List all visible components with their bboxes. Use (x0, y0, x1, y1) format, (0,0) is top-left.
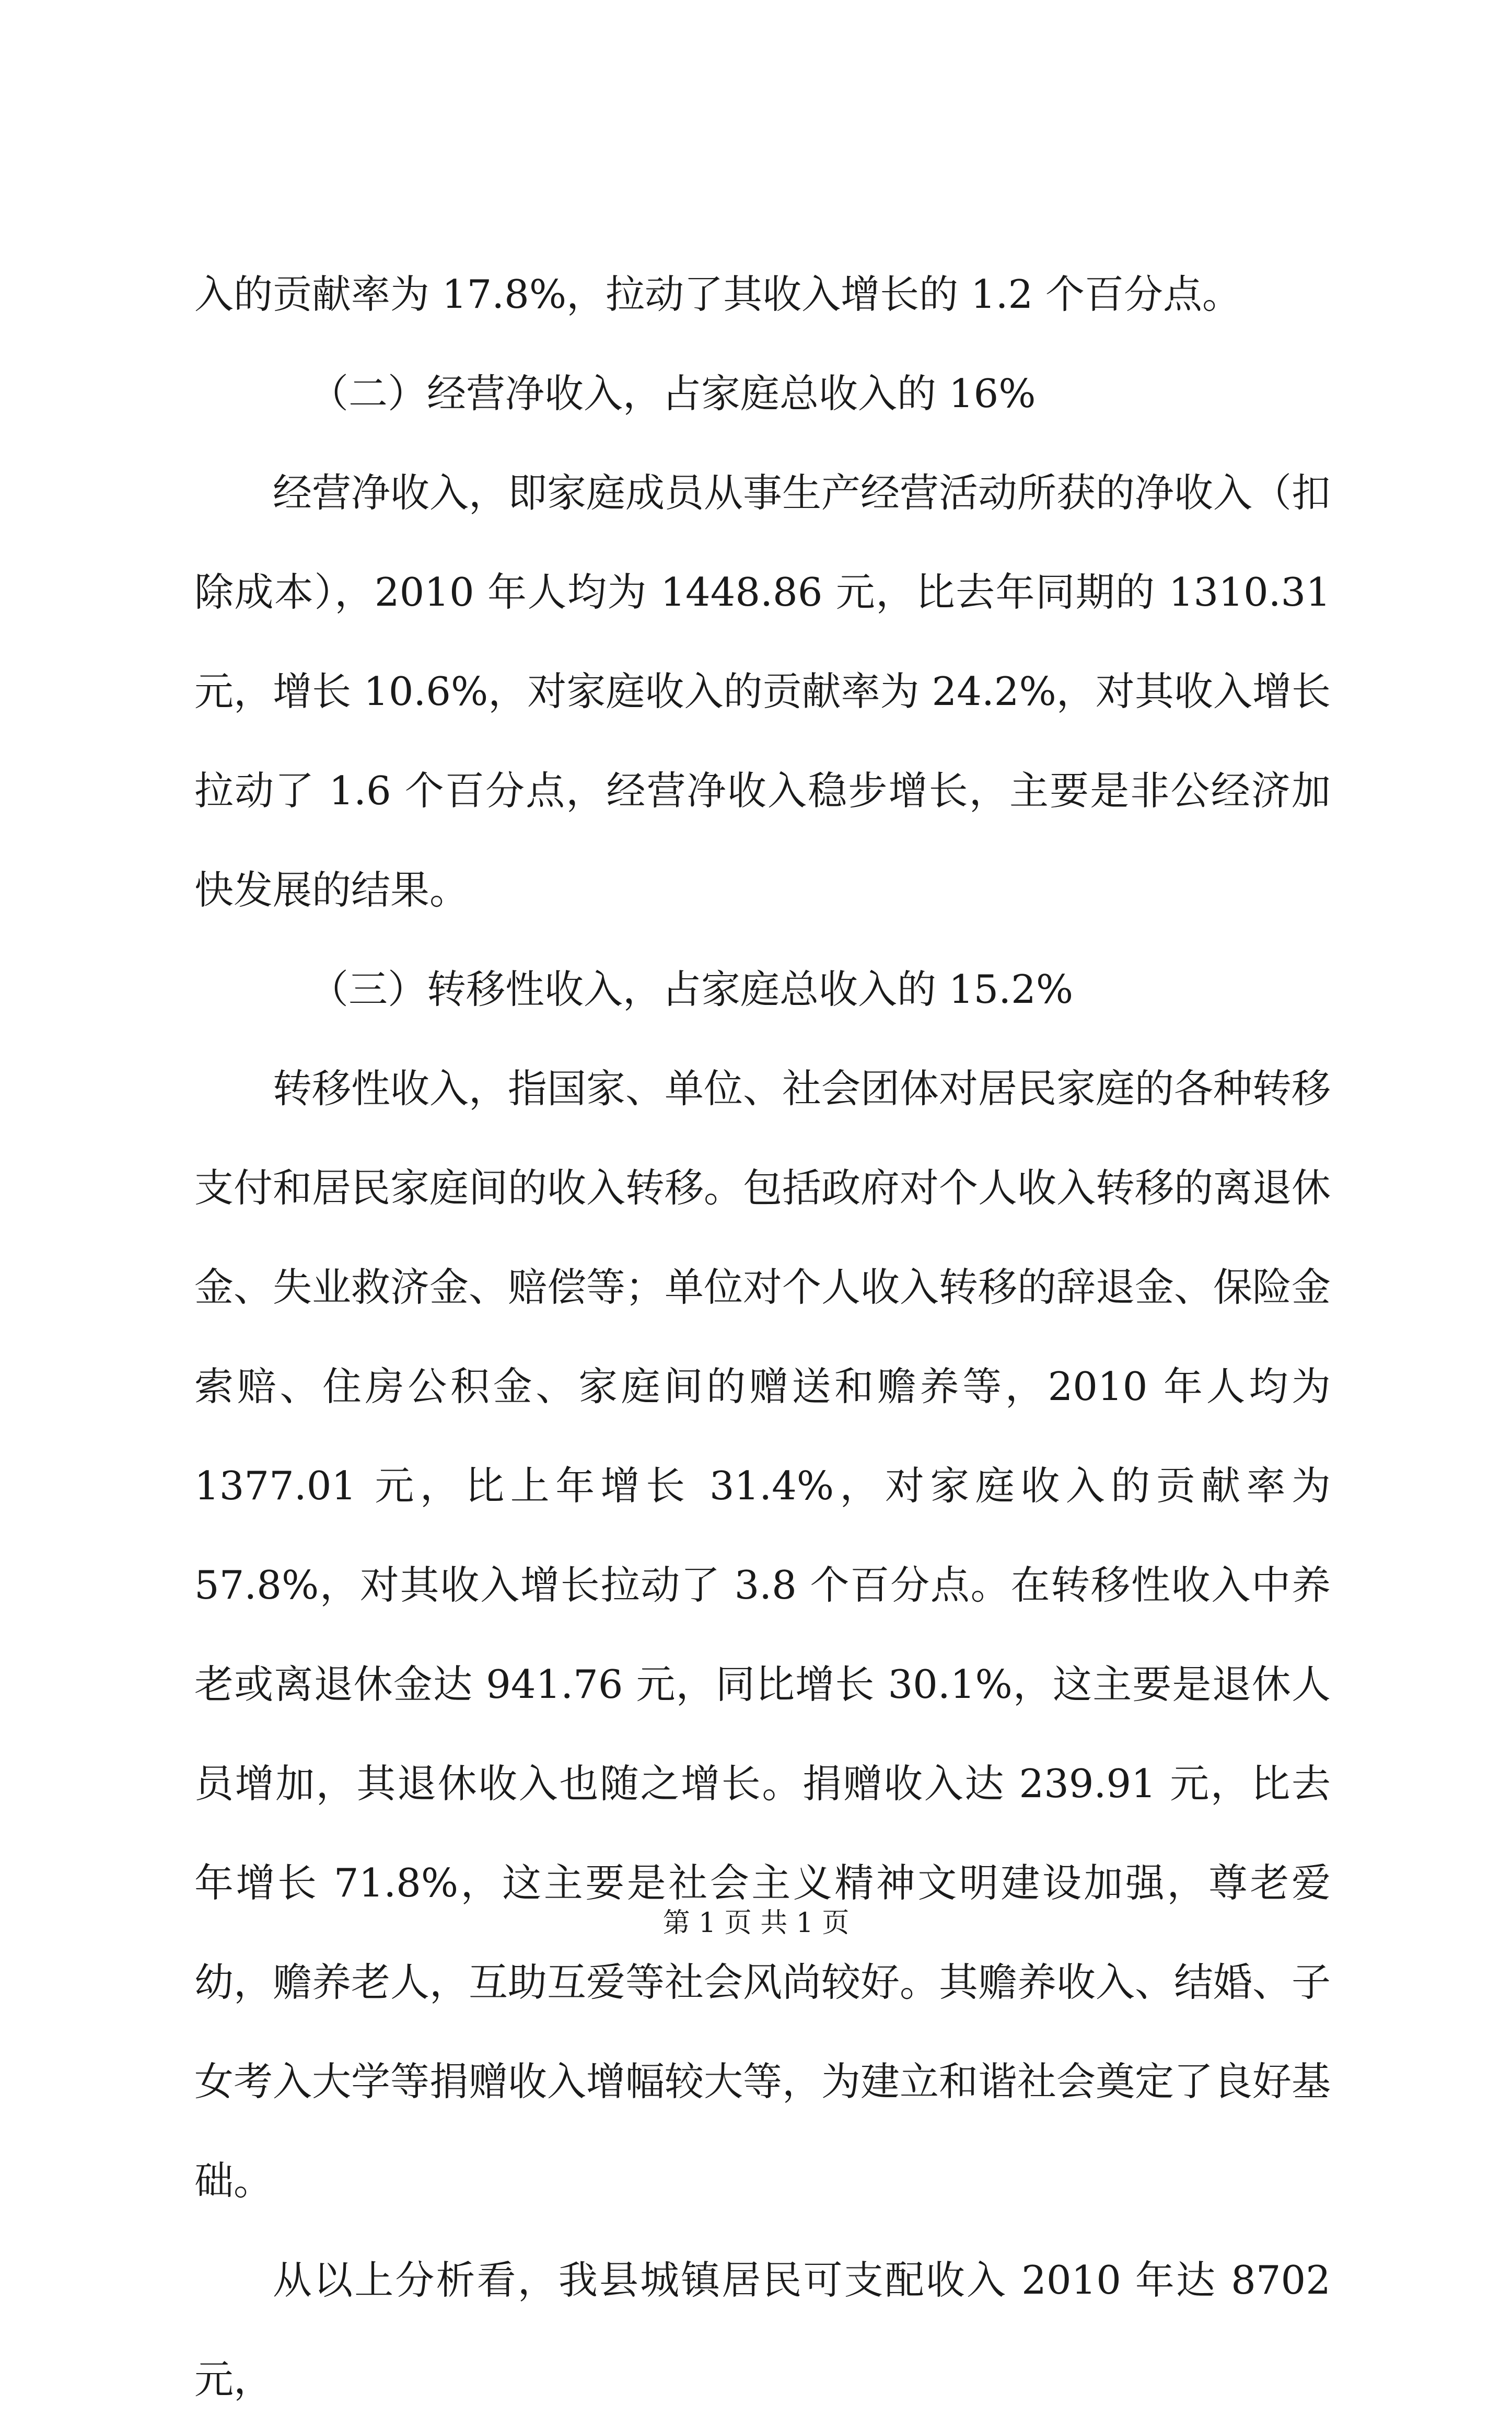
paragraph-business-income: 经营净收入，即家庭成员从事生产经营活动所获的净收入（扣除成本），2010 年人均为 1448.86 元，比去年同期的 1310.31 元，增长 10.6%，对家庭收入的贡献率为 24.2%，对其收入增长拉动了 1.6 个百分点，经营净收入稳步增长，主要是非公经济加快发展的结果。 (194, 470, 1331, 913)
document-body (194, 245, 1331, 2429)
paragraph-continuation: 入的贡献率为 17.8%，拉动了其收入增长的 1.2 个百分点。 (194, 271, 1242, 317)
page-number-footer: 第 1 页 共 1 页 (662, 1907, 850, 1939)
paragraph-transfer-income: 转移性收入，指国家、单位、社会团体对居民家庭的各种转移支付和居民家庭间的收入转移。包括政府对个人收入转移的离退休金、失业救济金、赔偿等；单位对个人收入转移的辞退金、保险金索赔、住房公积金、家庭间的赠送和赡养等，2010 年人均为 1377.01 元，比上年增长 31.4%，对家庭收入的贡献率为 57.8%，对其收入增长拉动了 3.8 个百分点。在转移性收入中养老或离退休金达 941.76 元，同比增长 30.1%，这主要是退休人员增加，其退休收入也随之增长。捐赠收入达 239.91 元，比去年增长 71.8%，这主要是社会主义精神文明建设加强，尊老爱幼，赡养老人，互助互爱等社会风尚较好。其赡养收入、结婚、子女考入大学等捐赠收入增幅较大等，为建立和谐社会奠定了良好基础。 (194, 1066, 1331, 2204)
section-heading-business-income: （二）经营净收入，占家庭总收入的 16% (309, 371, 1036, 417)
section-heading-transfer-income: （三）转移性收入，占家庭总收入的 15.2% (309, 966, 1074, 1012)
paragraph-summary: 从以上分析看，我县城镇居民可支配收入 2010 年达 8702 元， (194, 2257, 1331, 2402)
